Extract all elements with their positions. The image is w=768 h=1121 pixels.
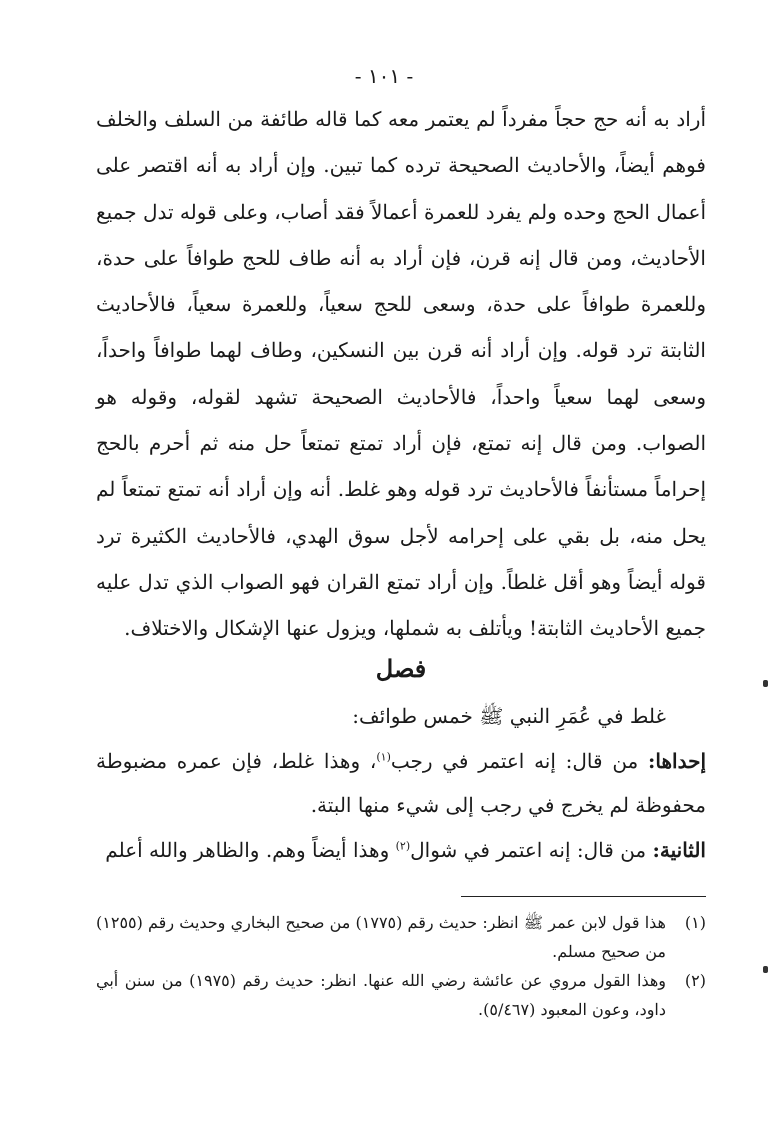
item-label: إحداها: <box>648 748 707 773</box>
scan-edge-mark <box>763 966 768 973</box>
main-paragraph-block <box>96 96 706 652</box>
footnote-item <box>96 966 706 1024</box>
footnote-separator <box>461 896 706 897</box>
item-text: ، وهذا غلط، فإن عمره مضبوطة محفوظة لم يخرج في رجب إلى شيء منها البتة. <box>96 748 706 817</box>
footnote-item <box>96 908 706 966</box>
item-label: الثانية: <box>652 837 706 862</box>
section-heading: فصل <box>375 654 427 683</box>
footnote-number: (١) <box>684 913 706 932</box>
footnotes <box>96 908 706 1024</box>
footnote-reference[interactable]: (٢) <box>395 838 411 852</box>
footnote-text: هذا قول لابن عمر ﷺ انظر: حديث رقم (١٧٧٥) من صحيح البخاري وحديث رقم (١٢٥٥) من صحيح مسلم. <box>96 913 666 961</box>
scan-edge-mark <box>763 680 768 687</box>
section-item-first <box>96 739 706 828</box>
footnote-number: (٢) <box>684 971 706 990</box>
item-text: وهذا أيضاً وهم. والظاهر والله أعلم <box>105 837 396 862</box>
footnote-reference[interactable]: (١) <box>376 749 391 763</box>
page-number: - ١٠١ - <box>354 64 414 88</box>
footnote-text: وهذا القول مروي عن عائشة رضي الله عنها. انظر: حديث رقم (١٩٧٥) من سنن أبي داود، وعون المعبود (٥/٤٦٧). <box>96 971 667 1019</box>
main-paragraph: أراد به أنه حج حجاً مفرداً لم يعتمر معه كما قاله طائفة من السلف والخلف فوهم أيضاً، والأحاديث الصحيحة ترده كما تبين. وإن أراد به أنه اقتصر على أعمال الحج وحده ولم يفرد للعمرة أعمالاً فقد أصاب، وعلى قوله تدل جميع الأحاديث، ومن قال إنه قرن، فإن أراد به أنه طاف للحج طوافاً على حدة، وللعمرة طوافاً على حدة، وسعى للحج سعياً، وللعمرة سعياً، فالأحاديث الثابتة ترد قوله. وإن أراد أنه قرن بين النسكين، وطاف لهما طوافاً واحداً، وسعى لهما سعياً واحداً، فالأحاديث الصحيحة تشهد لقوله، وقوله هو الصواب. ومن قال إنه تمتع، فإن أراد تمتع تمتعاً حل منه ثم أحرم بالحج إحراماً مستأنفاً فالأحاديث ترد قوله وهو غلط. أنه وإن أراد أنه تمتع تمتعاً لم يحل منه، بل بقي على إحرامه لأجل سوق الهدي، فالأحاديث الكثيرة ترد قوله أيضاً وهو أقل غلطاً. وإن أراد تمتع القران فهو الصواب الذي تدل عليه جميع الأحاديث الثابتة! ويأتلف به شملها، ويزول عنها الإشكال والاختلاف. <box>96 107 707 641</box>
item-text: من قال: إنه اعتمر في شوال <box>410 837 653 862</box>
section-item-second <box>96 828 706 873</box>
section-intro: غلط في عُمَرِ النبي ﷺ خمس طوائف: <box>352 704 666 728</box>
section-body <box>96 694 706 872</box>
item-text: من قال: إنه اعتمر في رجب <box>390 748 649 773</box>
